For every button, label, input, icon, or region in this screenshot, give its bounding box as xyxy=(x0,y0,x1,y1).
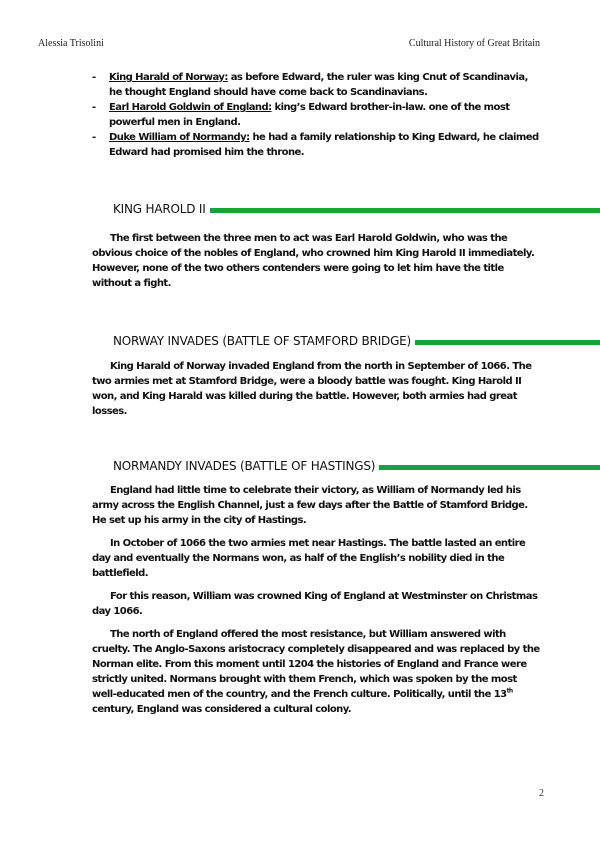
paragraph xyxy=(0,627,600,717)
heading-rule xyxy=(210,208,600,213)
section-heading xyxy=(0,455,600,477)
list-item xyxy=(92,130,540,160)
list-item xyxy=(92,100,540,130)
section-title: NORWAY INVADES (BATTLE OF STAMFORD BRIDGE) xyxy=(113,334,412,348)
claimant-description: he had a family relationship to King Edward, he claimed Edward had promised him the throne. xyxy=(109,132,539,158)
heading-rule xyxy=(379,465,600,470)
running-header xyxy=(38,38,540,49)
ordinal-suffix: th xyxy=(506,687,513,695)
claimant-description: as before Edward, the ruler was king Cnut of Scandinavia, he thought England should have come back to Scandinavians. xyxy=(109,72,528,98)
claimant-name: Duke William of Normandy: xyxy=(109,132,250,143)
page-body xyxy=(0,70,600,717)
paragraph-text-tail: century, England was considered a cultural colony. xyxy=(92,704,352,715)
claimant-name: King Harald of Norway: xyxy=(109,72,228,83)
section-king-harold xyxy=(0,198,600,291)
page-number: 2 xyxy=(539,788,544,799)
claimant-description: king’s Edward brother-in-law. one of the most powerful men in England. xyxy=(109,102,510,128)
paragraph: For this reason, William was crowned King of England at Westminster on Christmas day 1066. xyxy=(92,591,538,617)
list-item xyxy=(92,70,540,100)
section-title: NORMANDY INVADES (BATTLE OF HASTINGS) xyxy=(113,459,376,473)
heading-rule xyxy=(415,340,600,345)
paragraph: The first between the three men to act was Earl Harold Goldwin, who was the obvious choice of the nobles of England, who crowned him King Harold II immediately. However, none of the two others contenders were going to let him have the title without a fight. xyxy=(92,233,535,289)
paragraph: King Harald of Norway invaded England from the north in September of 1066. The two armies met at Stamford Bridge, were a bloody battle was fought. King Harold II won, and King Harald was killed during the battle. However, both armies had great losses. xyxy=(92,361,532,417)
section-heading xyxy=(0,198,600,220)
claimant-name: Earl Harold Goldwin of England: xyxy=(109,102,272,113)
section-normandy-invades xyxy=(0,455,600,717)
section-heading xyxy=(0,330,600,352)
paragraph: England had little time to celebrate their victory, as William of Normandy led his army across the English Channel, just a few days after the Battle of Stamford Bridge. He set up his army in the city of Hastings. xyxy=(92,485,528,526)
section-title: KING HAROLD II xyxy=(113,202,206,216)
section-norway-invades xyxy=(0,330,600,419)
paragraph-text: The north of England offered the most resistance, but William answered with cruelty. The Anglo-Saxons aristocracy completely disappeared and was replaced by the Norman elite. From this moment until 1204 the histories of England and France were strictly united. Normans brought with them French, which was spoken by the most well-educated men of the country, and the French culture. Politically, until the 13 xyxy=(92,629,540,700)
paragraph: In October of 1066 the two armies met near Hastings. The battle lasted an entire day and eventually the Normans won, as half of the English’s nobility died in the battlefield. xyxy=(92,538,526,579)
header-author: Alessia Trisolini xyxy=(38,38,104,49)
claimants-list xyxy=(0,70,600,160)
header-course: Cultural History of Great Britain xyxy=(408,38,540,49)
